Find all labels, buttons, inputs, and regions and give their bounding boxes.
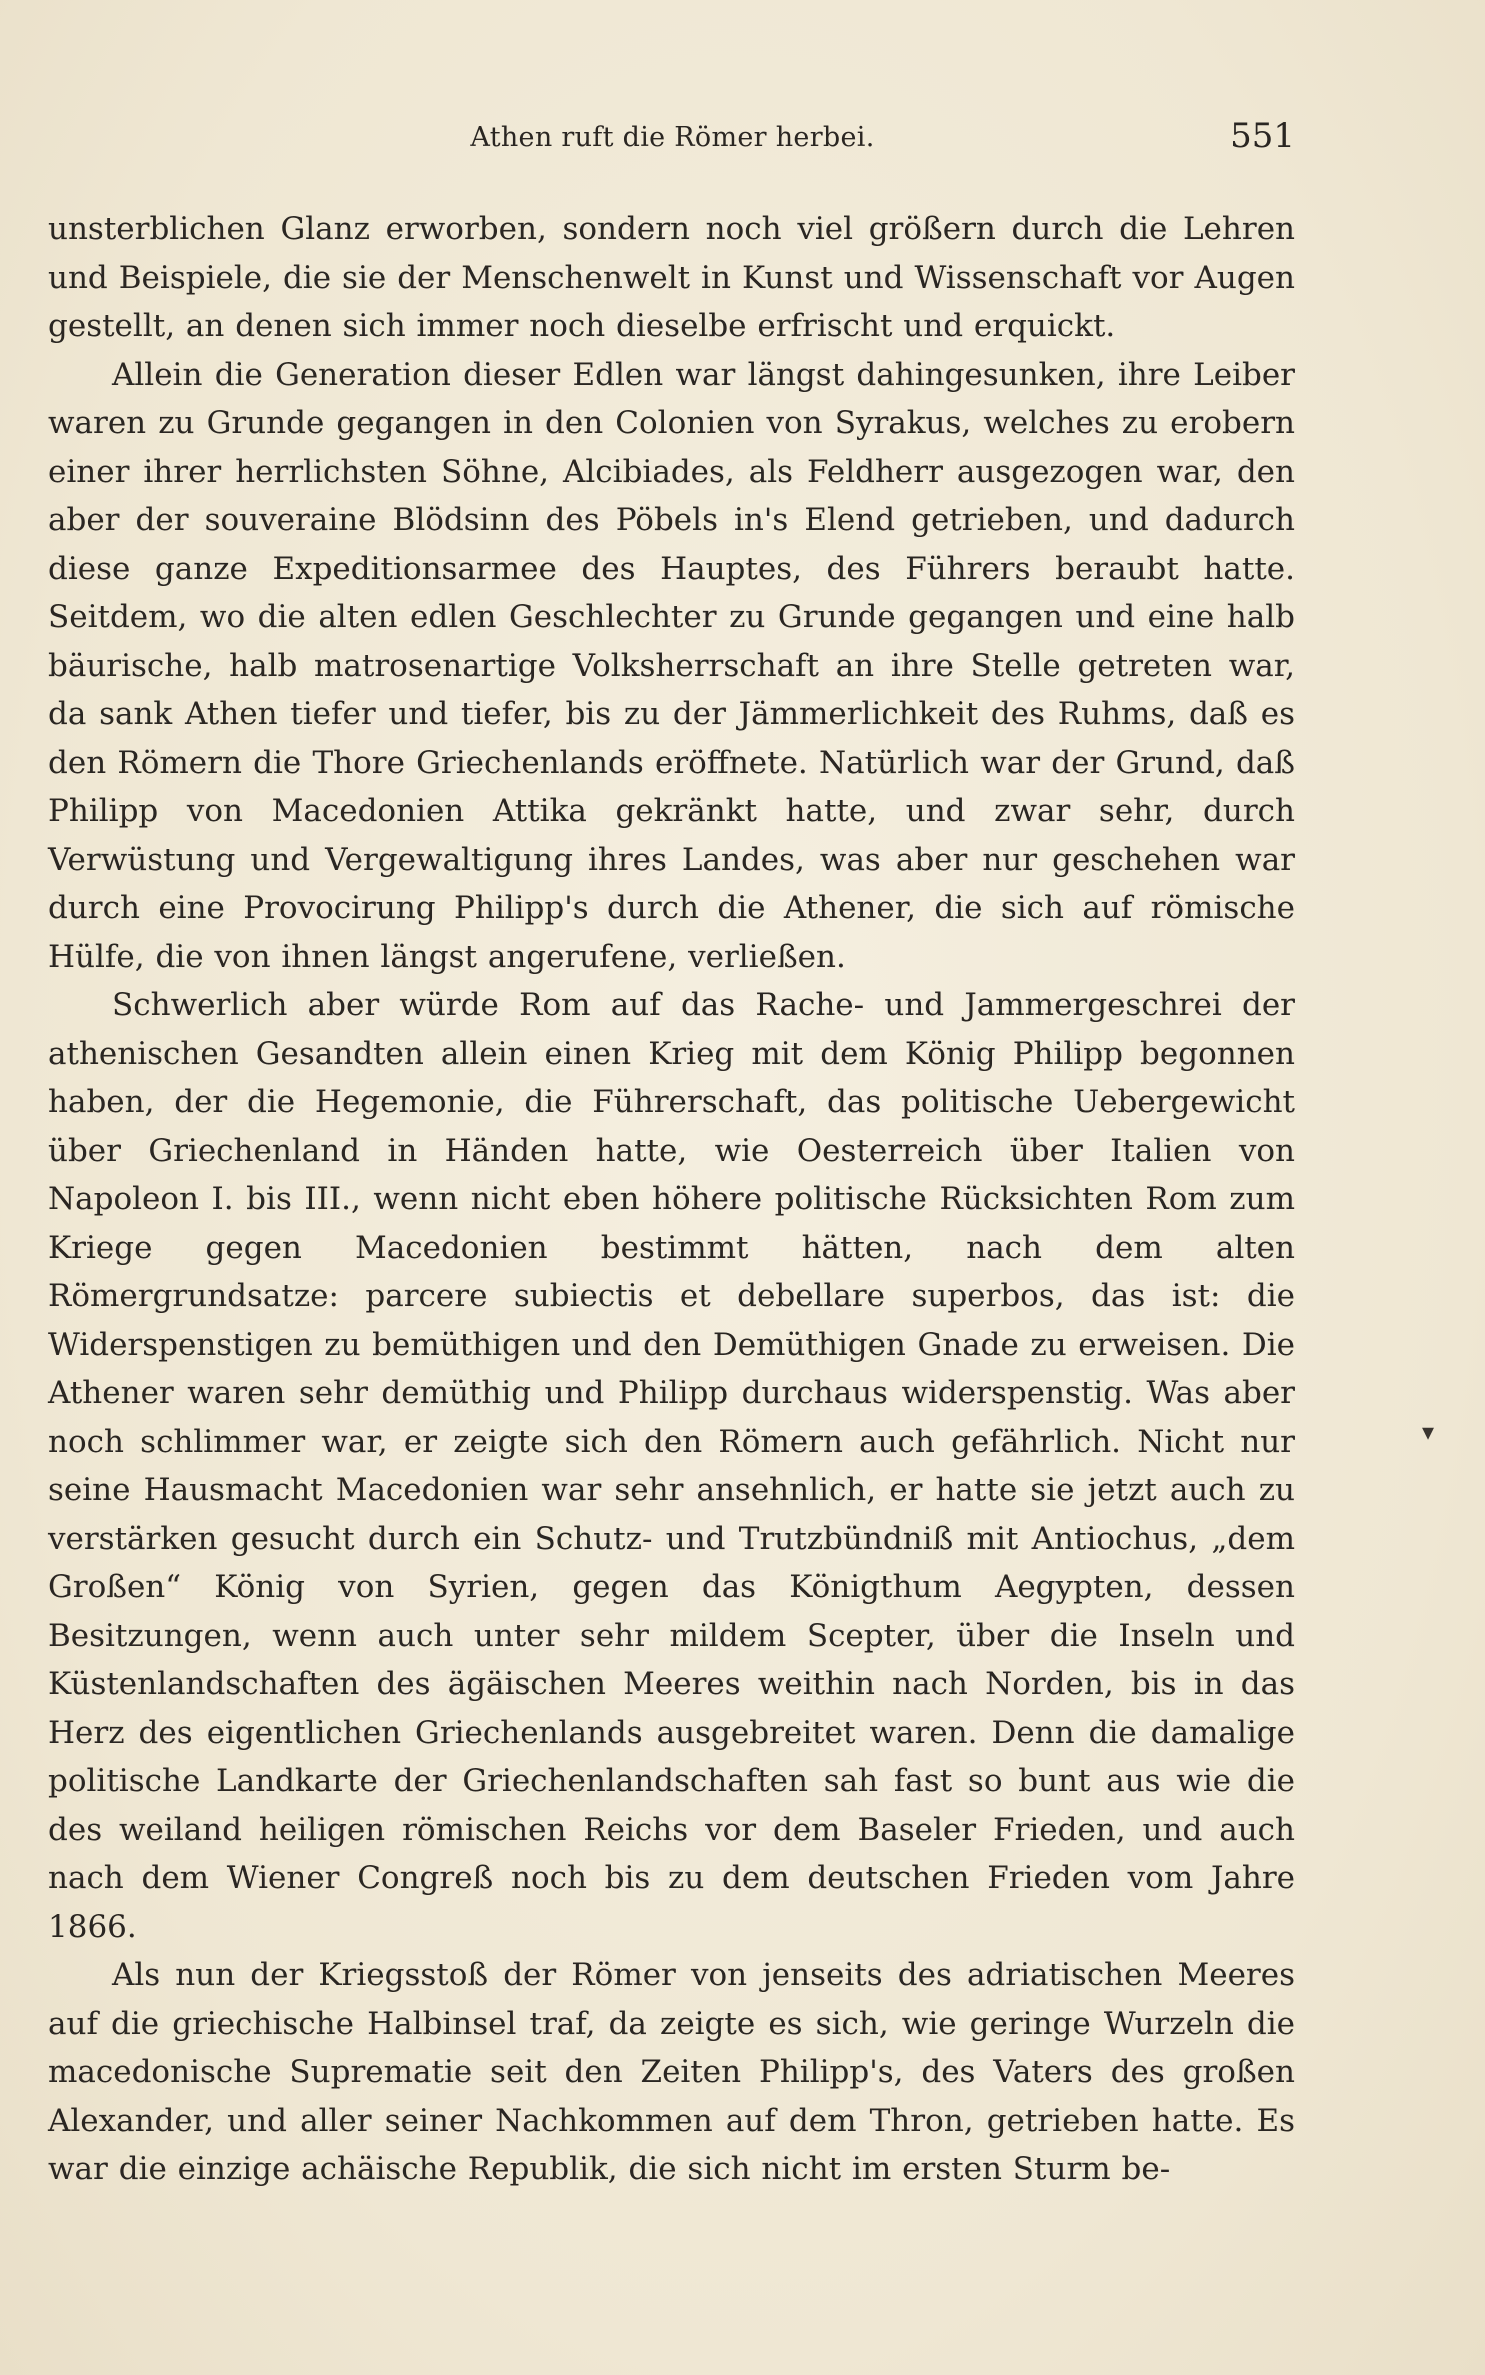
paragraph-2: Allein die Generation dieser Edlen war längst dahingesunken, ihre Leiber waren zu Grunde gegangen in den Colonien von Syrakus, welches zu erobern einer ihrer herrlichsten Söhne, Alcibiades, als Feldherr ausgezogen war, den aber der souveraine Blödsinn des Pöbels in's Elend getrieben, und dadurch diese ganze Expeditionsarmee des Hauptes, des Führers beraubt hatte. Seitdem, wo die alten edlen Geschlechter zu Grunde gegangen und eine halb bäurische, halb matrosenartige Volksherrschaft an ihre Stelle getreten war, da sank Athen tiefer und tiefer, bis zu der Jämmerlichkeit des Ruhms, daß es den Römern die Thore Griechenlands eröffnete. Natürlich war der Grund, daß Philipp von Macedonien Attika gekränkt hatte, und zwar sehr, durch Verwüstung und Vergewaltigung ihres Landes, was aber nur geschehen war durch eine Provocirung Philipp's durch die Athener, die sich auf römische Hülfe, die von ihnen längst angerufene, verließen. <box>48 356 1295 975</box>
paragraph-4: Als nun der Kriegsstoß der Römer von jenseits des adriatischen Meeres auf die griechische Halbinsel traf, da zeigte es sich, wie geringe Wurzeln die macedonische Suprematie seit den Zeiten Philipp's, des Vaters des großen Alexander, und aller seiner Nachkommen auf dem Thron, getrieben hatte. Es war die einzige achäische Republik, die sich nicht im ersten Sturm be- <box>48 1957 1295 2187</box>
margin-mark: ▾ <box>1422 1418 1435 1446</box>
body-text <box>48 205 1295 2194</box>
paragraph-3: Schwerlich aber würde Rom auf das Rache- und Jammergeschrei der athenischen Gesandten allein einen Krieg mit dem König Philipp begonnen haben, der die Hegemonie, die Führerschaft, das politische Uebergewicht über Griechenland in Händen hatte, wie Oesterreich über Italien von Napoleon I. bis III., wenn nicht eben höhere politische Rücksichten Rom zum Kriege gegen Macedonien bestimmt hätten, nach dem alten Römergrundsatze: parcere subiectis et debellare superbos, das ist: die Widerspenstigen zu bemüthigen und den Demüthigen Gnade zu erweisen. Die Athener waren sehr demüthig und Philipp durchaus widerspenstig. Was aber noch schlimmer war, er zeigte sich den Römern auch gefährlich. Nicht nur seine Hausmacht Macedonien war sehr ansehnlich, er hatte sie jetzt auch zu verstärken gesucht durch ein Schutz- und Trutzbündniß mit Antiochus, „dem Großen“ König von Syrien, gegen das Königthum Aegypten, dessen Besitzungen, wenn auch unter sehr mildem Scepter, über die Inseln und Küstenlandschaften des ägäischen Meeres weithin nach Norden, bis in das Herz des eigentlichen Griechenlands ausgebreitet waren. Denn die damalige politische Landkarte der Griechenlandschaften sah fast so bunt aus wie die des weiland heiligen römischen Reichs vor dem Baseler Frieden, und auch nach dem Wiener Congreß noch bis zu dem deutschen Frieden vom Jahre 1866. <box>48 987 1295 1945</box>
page-number: 551 <box>1230 116 1295 156</box>
running-title: Athen ruft die Römer herbei. <box>470 122 875 153</box>
page-header <box>50 116 1295 172</box>
paragraph-1: unsterblichen Glanz erworben, sondern noch viel größern durch die Lehren und Beispiele, die sie der Menschenwelt in Kunst und Wissenschaft vor Augen gestellt, an denen sich immer noch dieselbe erfrischt und erquickt. <box>48 211 1295 344</box>
